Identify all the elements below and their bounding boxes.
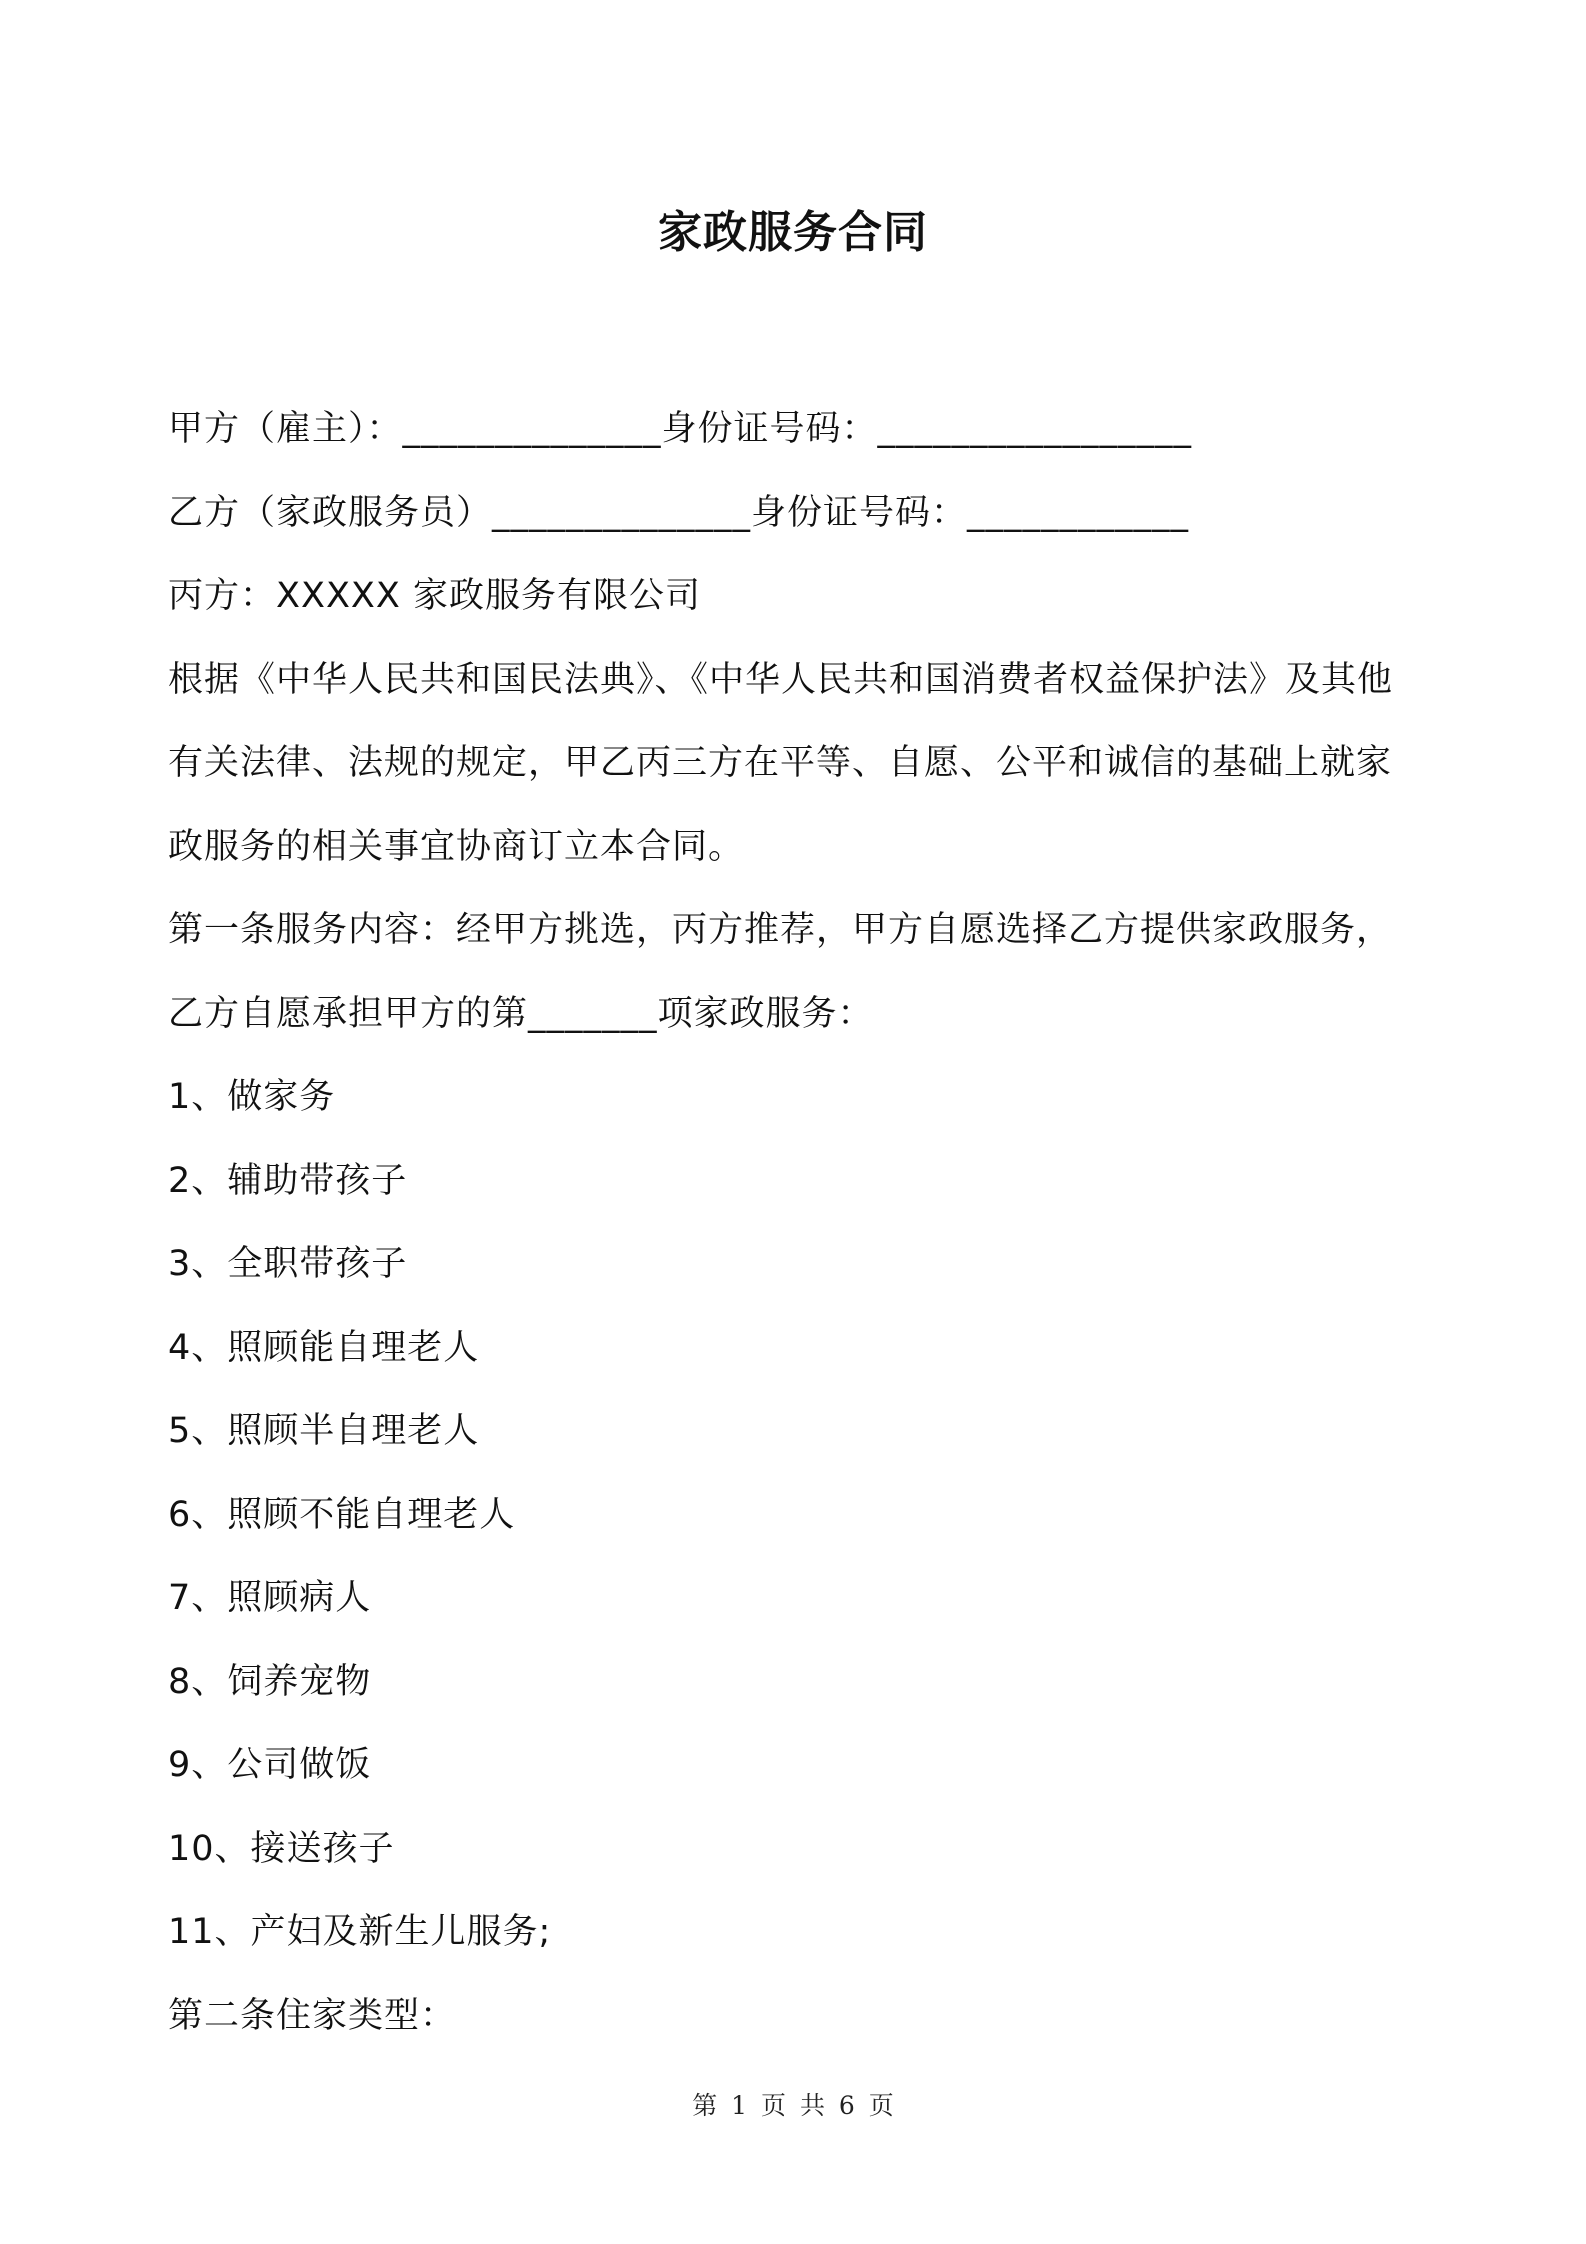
party-b-line: 乙方（家政服务员）______________身份证号码：____________ [168, 492, 1190, 533]
party-c-line: 丙方：XXXXX 家政服务有限公司 [168, 576, 702, 616]
service-item-2: 2、辅助带孩子 [168, 1160, 408, 1201]
document-title: 家政服务合同 [658, 207, 928, 258]
preamble-line-1: 根据《中华人民共和国民法典》、《中华人民共和国消费者权益保护法》及其他 [168, 659, 1394, 700]
service-item-8: 8、饲养宠物 [168, 1661, 372, 1702]
service-item-1: 1、做家务 [168, 1077, 336, 1117]
service-item-5: 5、照顾半自理老人 [168, 1411, 480, 1451]
service-item-9: 9、公司做饭 [168, 1745, 372, 1785]
page-footer: 第 1 页 共 6 页 [692, 2091, 894, 2120]
article-2-heading: 第二条住家类型： [168, 1995, 457, 2036]
preamble-line-2: 有关法律、法规的规定，甲乙丙三方在平等、自愿、公平和诚信的基础上就家 [168, 743, 1393, 783]
service-item-11: 11、产妇及新生儿服务; [168, 1912, 552, 1952]
article-1-line-2: 乙方自愿承担甲方的第_______项家政服务： [168, 993, 874, 1034]
document-body [168, 388, 1448, 2058]
service-item-7: 7、照顾病人 [168, 1578, 372, 1618]
article-1-line-1: 第一条服务内容：经甲方挑选，丙方推荐，甲方自愿选择乙方提供家政服务， [168, 910, 1393, 950]
service-item-6: 6、照顾不能自理老人 [168, 1494, 516, 1535]
preamble-line-3: 政服务的相关事宜协商订立本合同。 [168, 826, 745, 867]
service-item-10: 10、接送孩子 [168, 1828, 395, 1869]
service-item-4: 4、照顾能自理老人 [168, 1327, 480, 1368]
party-a-line: 甲方（雇主）：______________身份证号码：_________________ [168, 409, 1193, 449]
service-item-3: 3、全职带孩子 [168, 1244, 408, 1284]
